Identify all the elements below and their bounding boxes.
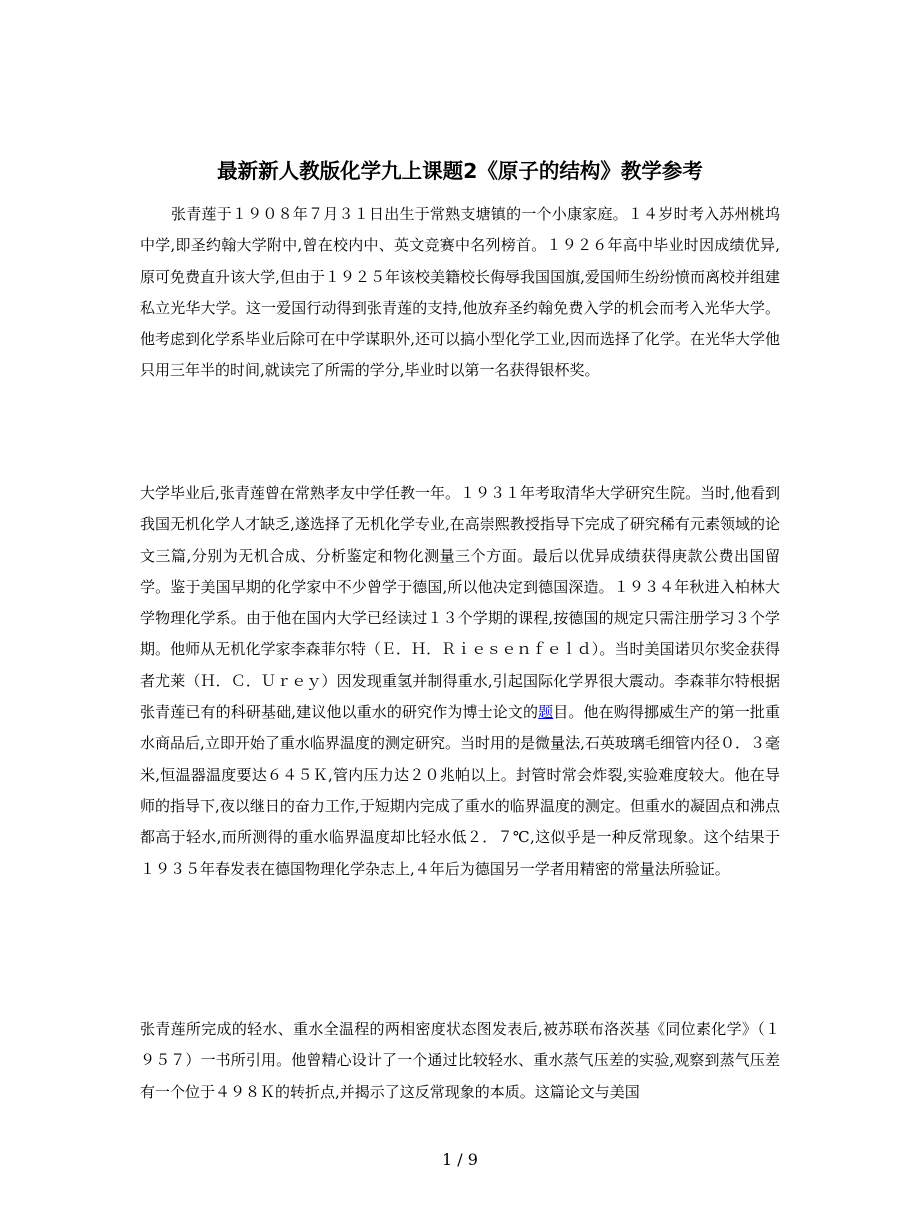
paragraph-2 [140,478,780,885]
paragraph-3: 张青莲所完成的轻水、重水全温程的两相密度状态图发表后,被苏联布洛茨基《同位素化学》（１９５７）一书所引用。他曾精心设计了一个通过比较轻水、重水蒸气压差的实验,观察到蒸气压差有一个位于４９８Ｋ的转折点,并揭示了这反常现象的本质。这篇论文与美国 [140,1020,780,1101]
inline-link[interactable]: 题 [538,703,554,722]
paragraph-2-text-b: 目。他在购得挪威生产的第一批重水商品后,立即开始了重水临界温度的测定研究。当时用的是微量法,石英玻璃毛细管内径０．３毫米,恒温器温度要达６４５Ｋ,管内压力达２０兆帕以上。封管时常会炸裂,实验难度较大。他在导师的指导下,夜以继日的奋力工作,于短期内完成了重水的临界温度的测定。但重水的凝固点和沸点都高于轻水,而所测得的重水临界温度却比轻水低２．７℃,这似乎是一种反常现象。这个结果于１９３５年春发表在德国物理化学杂志上,４年后为德国另一学者用精密的常量法所验证。 [140,703,780,878]
paragraph-2-text-a: 大学毕业后,张青莲曾在常熟孝友中学任教一年。１９３１年考取清华大学研究生院。当时,他看到我国无机化学人才缺乏,遂选择了无机化学专业,在高崇熙教授指导下完成了研究稀有元素领域的论文三篇,分别为无机合成、分析鉴定和物化测量三个方面。最后以优异成绩获得庚款公费出国留学。鉴于美国早期的化学家中不少曾学于德国,所以他决定到德国深造。１９３４年秋进入柏林大学物理化学系。由于他在国内大学已经读过１３个学期的课程,按德国的规定只需注册学习３个学期。他师从无机化学家李森菲尔特（Ｅ．Ｈ．Ｒｉｅｓｅｎｆｅｌｄ）。当时美国诺贝尔奖金获得者尤莱（Ｈ．Ｃ．Ｕｒｅｙ）因发现重氢并制得重水,引起国际化学界很大震动。李森菲尔特根据张青莲已有的科研基础,建议他以重水的研究作为博士论文的 [140,484,780,722]
page-number: 1 / 9 [442,1150,478,1169]
paragraph-1: 张青莲于１９０８年７月３１日出生于常熟支塘镇的一个小康家庭。１４岁时考入苏州桃坞中学,即圣约翰大学附中,曾在校内中、英文竞赛中名列榜首。１９２６年高中毕业时因成绩优异,原可免费直升该大学,但由于１９２５年该校美籍校长侮辱我国国旗,爱国师生纷纷愤而离校并组建私立光华大学。这一爱国行动得到张青莲的支持,他放弃圣约翰免费入学的机会而考入光华大学。他考虑到化学系毕业后除可在中学谋职外,还可以搞小型化学工业,因而选择了化学。在光华大学他只用三年半的时间,就读完了所需的学分,毕业时以第一名获得银杯奖。 [140,205,780,380]
document-title: 最新新人教版化学九上课题2《原子的结构》教学参考 [217,159,703,183]
